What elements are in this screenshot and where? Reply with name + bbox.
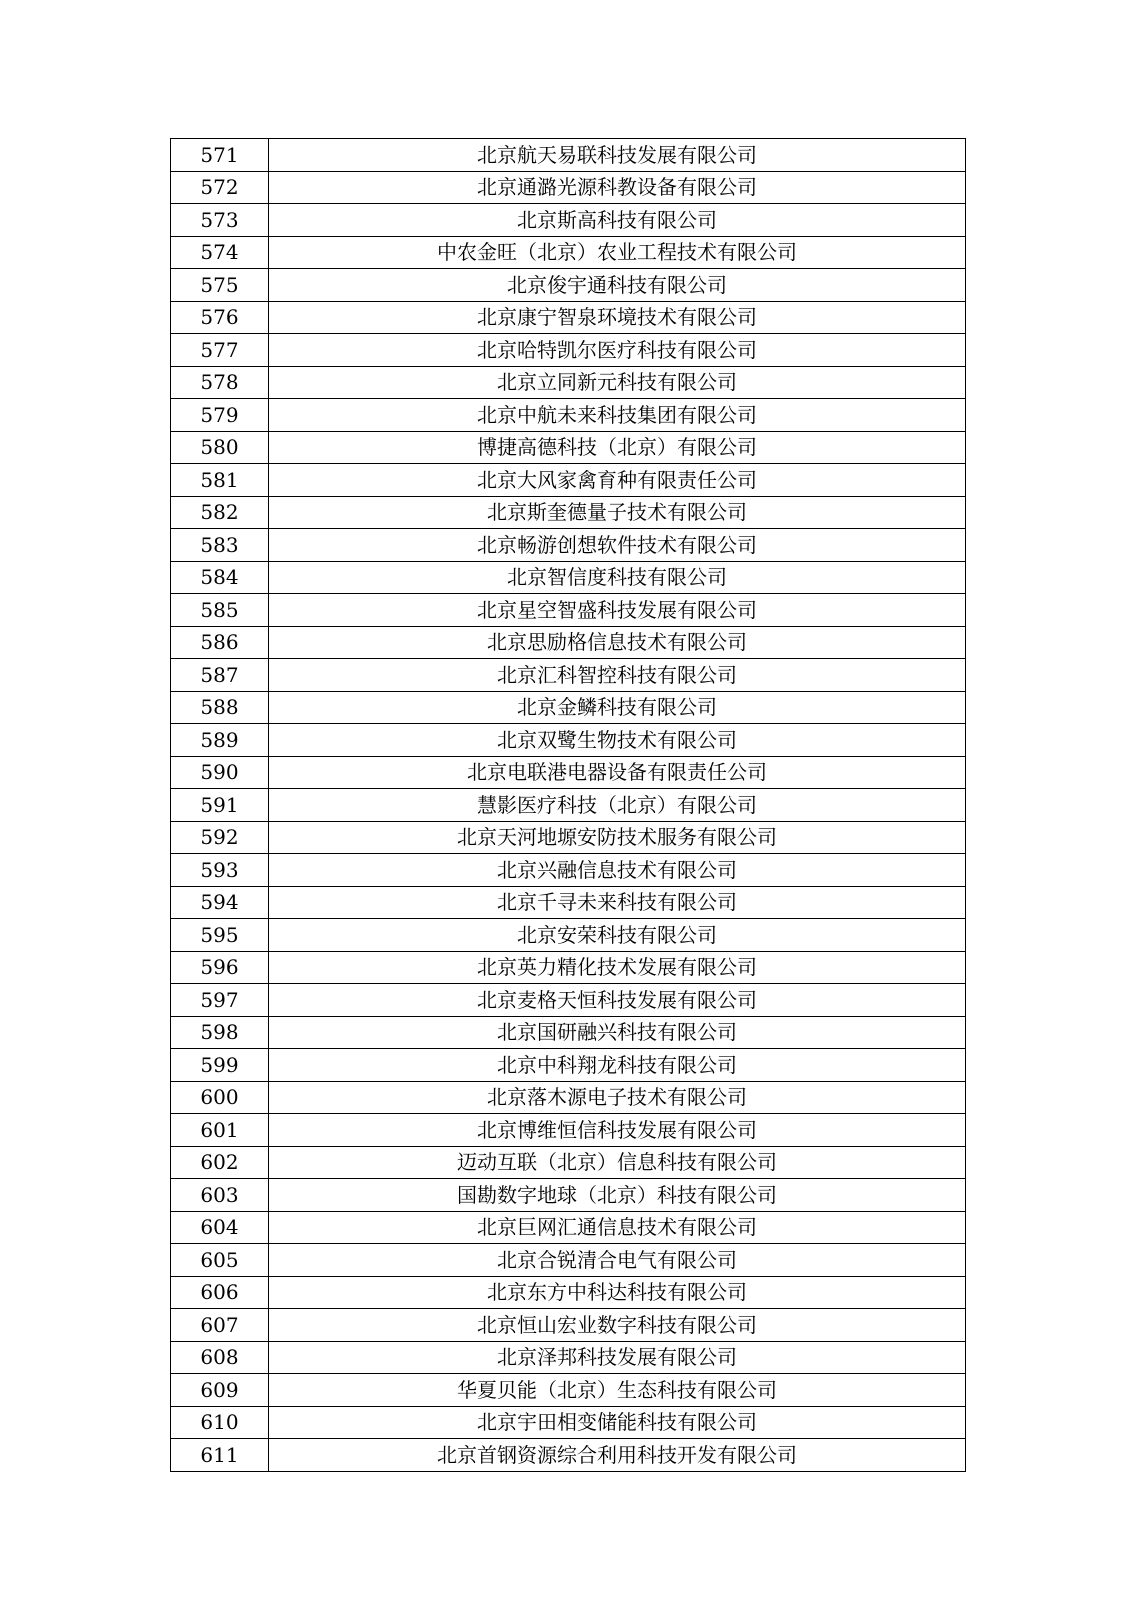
table-row [171,691,966,724]
company-name-cell: 北京泽邦科技发展有限公司 [269,1341,966,1374]
table-row [171,204,966,237]
company-name-cell: 北京康宁智泉环境技术有限公司 [269,301,966,334]
row-number-cell: 593 [171,854,269,887]
row-number-cell: 591 [171,789,269,822]
table-row [171,334,966,367]
row-number-cell: 606 [171,1276,269,1309]
company-name-cell: 北京合锐清合电气有限公司 [269,1244,966,1277]
company-name-cell: 北京哈特凯尔医疗科技有限公司 [269,334,966,367]
table-row [171,1276,966,1309]
table-row [171,171,966,204]
row-number-cell: 571 [171,139,269,172]
company-name-cell: 北京汇科智控科技有限公司 [269,659,966,692]
table-row [171,1179,966,1212]
row-number-cell: 609 [171,1374,269,1407]
row-number-cell: 596 [171,951,269,984]
table-row [171,919,966,952]
table-row [171,724,966,757]
row-number-cell: 585 [171,594,269,627]
row-number-cell: 610 [171,1406,269,1439]
table-row [171,659,966,692]
company-name-cell: 北京双鹭生物技术有限公司 [269,724,966,757]
table-row [171,399,966,432]
company-name-cell: 北京国研融兴科技有限公司 [269,1016,966,1049]
row-number-cell: 587 [171,659,269,692]
company-name-cell: 北京博维恒信科技发展有限公司 [269,1114,966,1147]
row-number-cell: 572 [171,171,269,204]
table-row [171,236,966,269]
row-number-cell: 598 [171,1016,269,1049]
row-number-cell: 575 [171,269,269,302]
company-name-cell: 北京东方中科达科技有限公司 [269,1276,966,1309]
row-number-cell: 589 [171,724,269,757]
company-name-cell: 北京安荣科技有限公司 [269,919,966,952]
row-number-cell: 608 [171,1341,269,1374]
table-row [171,561,966,594]
row-number-cell: 603 [171,1179,269,1212]
row-number-cell: 592 [171,821,269,854]
company-name-cell: 北京麦格天恒科技发展有限公司 [269,984,966,1017]
company-name-cell: 迈动互联（北京）信息科技有限公司 [269,1146,966,1179]
company-name-cell: 北京首钢资源综合利用科技开发有限公司 [269,1439,966,1472]
table-row [171,1406,966,1439]
row-number-cell: 581 [171,464,269,497]
row-number-cell: 607 [171,1309,269,1342]
company-name-cell: 北京斯高科技有限公司 [269,204,966,237]
company-name-cell: 博捷高德科技（北京）有限公司 [269,431,966,464]
company-name-cell: 北京通潞光源科教设备有限公司 [269,171,966,204]
table-row [171,821,966,854]
table-row [171,366,966,399]
row-number-cell: 582 [171,496,269,529]
company-name-cell: 北京俊宇通科技有限公司 [269,269,966,302]
row-number-cell: 573 [171,204,269,237]
row-number-cell: 597 [171,984,269,1017]
row-number-cell: 604 [171,1211,269,1244]
company-name-cell: 国勘数字地球（北京）科技有限公司 [269,1179,966,1212]
company-list-table [170,138,966,1472]
row-number-cell: 583 [171,529,269,562]
company-name-cell: 北京金鳞科技有限公司 [269,691,966,724]
table-row [171,626,966,659]
company-name-cell: 慧影医疗科技（北京）有限公司 [269,789,966,822]
table-row [171,1211,966,1244]
table-row [171,951,966,984]
table-row [171,1439,966,1472]
table-row [171,464,966,497]
company-list-body [171,139,966,1472]
company-name-cell: 北京思励格信息技术有限公司 [269,626,966,659]
table-row [171,1114,966,1147]
table-row [171,269,966,302]
company-name-cell: 北京斯奎德量子技术有限公司 [269,496,966,529]
company-name-cell: 北京天河地塬安防技术服务有限公司 [269,821,966,854]
company-name-cell: 北京中航未来科技集团有限公司 [269,399,966,432]
row-number-cell: 600 [171,1081,269,1114]
company-name-cell: 北京兴融信息技术有限公司 [269,854,966,887]
row-number-cell: 595 [171,919,269,952]
table-row [171,1341,966,1374]
table-row [171,496,966,529]
row-number-cell: 605 [171,1244,269,1277]
company-name-cell: 北京恒山宏业数字科技有限公司 [269,1309,966,1342]
company-name-cell: 中农金旺（北京）农业工程技术有限公司 [269,236,966,269]
row-number-cell: 578 [171,366,269,399]
row-number-cell: 590 [171,756,269,789]
table-row [171,1244,966,1277]
company-name-cell: 北京英力精化技术发展有限公司 [269,951,966,984]
row-number-cell: 574 [171,236,269,269]
row-number-cell: 588 [171,691,269,724]
company-name-cell: 华夏贝能（北京）生态科技有限公司 [269,1374,966,1407]
company-name-cell: 北京中科翔龙科技有限公司 [269,1049,966,1082]
table-row [171,886,966,919]
table-row [171,1309,966,1342]
table-row [171,1146,966,1179]
company-name-cell: 北京千寻未来科技有限公司 [269,886,966,919]
row-number-cell: 602 [171,1146,269,1179]
company-name-cell: 北京电联港电器设备有限责任公司 [269,756,966,789]
company-name-cell: 北京航天易联科技发展有限公司 [269,139,966,172]
row-number-cell: 577 [171,334,269,367]
row-number-cell: 594 [171,886,269,919]
company-name-cell: 北京智信度科技有限公司 [269,561,966,594]
table-row [171,854,966,887]
row-number-cell: 601 [171,1114,269,1147]
row-number-cell: 576 [171,301,269,334]
row-number-cell: 586 [171,626,269,659]
table-row [171,1049,966,1082]
company-name-cell: 北京星空智盛科技发展有限公司 [269,594,966,627]
row-number-cell: 584 [171,561,269,594]
company-name-cell: 北京大风家禽育种有限责任公司 [269,464,966,497]
table-row [171,756,966,789]
row-number-cell: 599 [171,1049,269,1082]
table-row [171,1016,966,1049]
company-name-cell: 北京宇田相变储能科技有限公司 [269,1406,966,1439]
table-row [171,1081,966,1114]
table-row [171,984,966,1017]
table-row [171,301,966,334]
row-number-cell: 611 [171,1439,269,1472]
table-row [171,529,966,562]
table-row [171,1374,966,1407]
table-row [171,789,966,822]
company-name-cell: 北京畅游创想软件技术有限公司 [269,529,966,562]
table-row [171,431,966,464]
company-name-cell: 北京立同新元科技有限公司 [269,366,966,399]
row-number-cell: 580 [171,431,269,464]
row-number-cell: 579 [171,399,269,432]
company-name-cell: 北京落木源电子技术有限公司 [269,1081,966,1114]
table-row [171,594,966,627]
company-name-cell: 北京巨网汇通信息技术有限公司 [269,1211,966,1244]
table-row [171,139,966,172]
